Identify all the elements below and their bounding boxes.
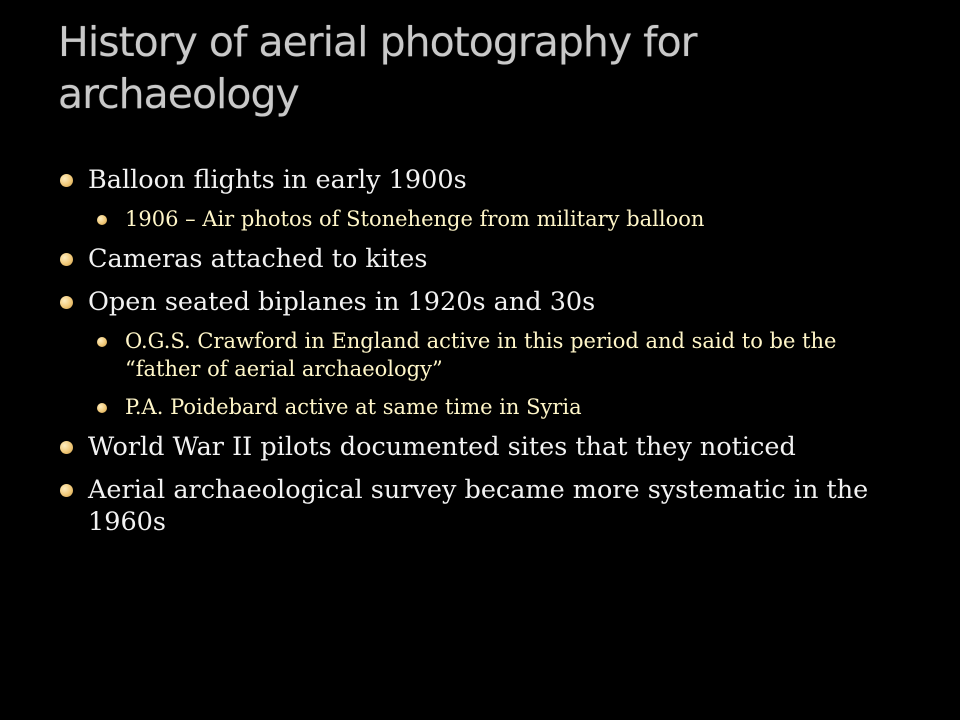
bullet-text: World War II pilots documented sites that they noticed [88, 432, 796, 462]
bullet-dot-icon [60, 441, 73, 454]
bullet-list [60, 164, 910, 549]
sub-bullet-text: P.A. Poidebard active at same time in Syria [125, 395, 582, 419]
sub-bullet-item [97, 327, 910, 383]
sub-bullet-item [97, 205, 910, 233]
sub-bullet-text: O.G.S. Crawford in England active in this period and said to be the “father of aerial archaeology” [125, 329, 837, 381]
bullet-item [60, 286, 910, 318]
bullet-item [60, 243, 910, 275]
bullet-text: Open seated biplanes in 1920s and 30s [88, 287, 596, 317]
sub-bullet-text: 1906 – Air photos of Stonehenge from military balloon [125, 207, 705, 231]
sub-bullet-item [97, 393, 910, 421]
bullet-text: Balloon flights in early 1900s [88, 165, 467, 195]
bullet-dot-icon [60, 296, 73, 309]
bullet-item [60, 431, 910, 463]
bullet-dot-icon [97, 403, 107, 413]
bullet-item [60, 164, 910, 196]
slide-title: History of aerial photography for archaeology [58, 18, 697, 118]
bullet-dot-icon [97, 215, 107, 225]
bullet-item [60, 474, 910, 538]
bullet-dot-icon [97, 337, 107, 347]
bullet-dot-icon [60, 174, 73, 187]
bullet-text: Aerial archaeological survey became more systematic in the 1960s [88, 475, 869, 537]
bullet-dot-icon [60, 253, 73, 266]
bullet-dot-icon [60, 484, 73, 497]
bullet-text: Cameras attached to kites [88, 244, 428, 274]
